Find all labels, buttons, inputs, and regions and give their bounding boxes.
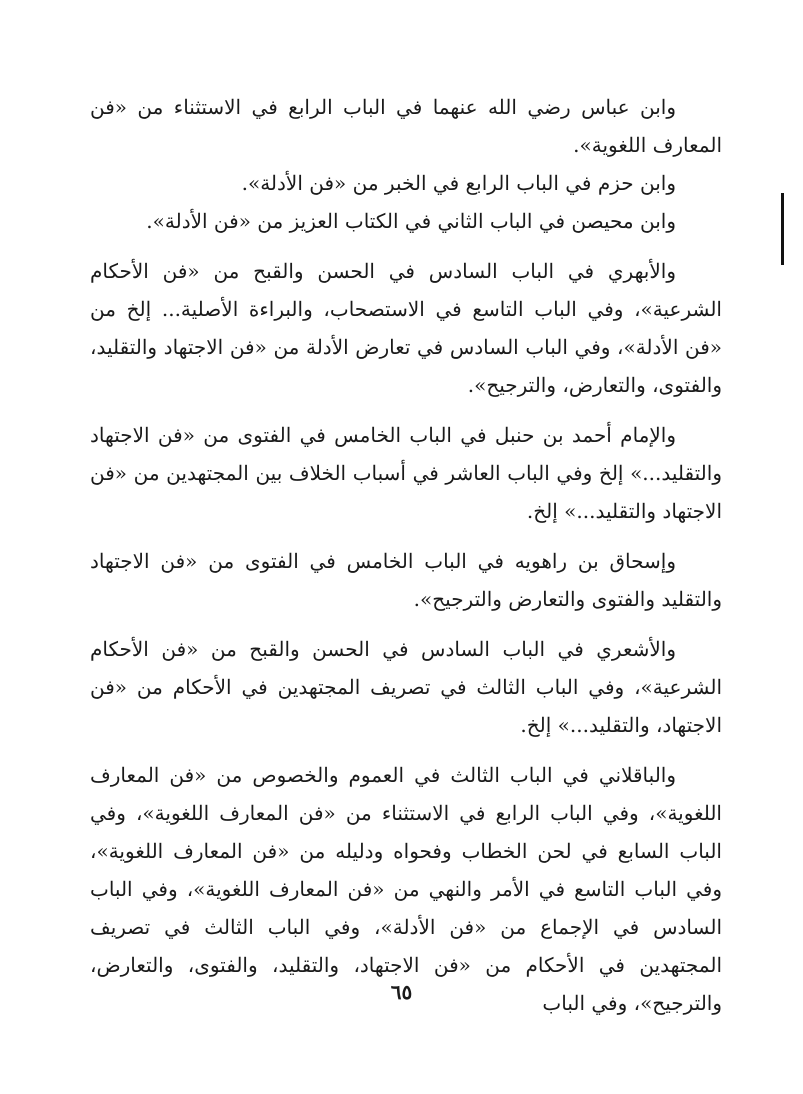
paragraph-ishaq-ibn-rahawayh: وإسحاق بن راهويه في الباب الخامس في الفتوى من «فن الاجتهاد والتقليد والفتوى والتعارض والترجيح».	[90, 549, 722, 611]
paragraph-ibn-abbas: وابن عباس رضي الله عنهما في الباب الرابع في الاستثناء من «فن المعارف اللغوية».	[90, 95, 722, 157]
page-text	[90, 88, 722, 1022]
margin-bar	[781, 193, 784, 265]
paragraph-ibn-hazm: وابن حزم في الباب الرابع في الخبر من «فن الأدلة».	[241, 171, 676, 195]
paragraph-abhari: والأبهري في الباب السادس في الحسن والقبح من «فن الأحكام الشرعية»، وفي الباب التاسع في الاستصحاب، والبراءة الأصلية... إلخ من «فن الأدلة»، وفي الباب السادس في تعارض الأدلة من «فن الاجتهاد والتقليد، والفتوى، والتعارض، والترجيح».	[90, 259, 722, 397]
paragraph-ashari: والأشعري في الباب السادس في الحسن والقبح من «فن الأحكام الشرعية»، وفي الباب الثالث في تصريف المجتهدين في الأحكام من «فن الاجتهاد، والتقليد...» إلخ.	[90, 637, 723, 737]
paragraph-baqillani: والباقلاني في الباب الثالث في العموم والخصوص من «فن المعارف اللغوية»، وفي الباب الرابع في الاستثناء من «فن المعارف اللغوية»، وفي الباب السابع في لحن الخطاب وفحواه ودليله من «فن المعارف اللغوية»، وفي الباب التاسع في الأمر والنهي من «فن المعارف اللغوية»، وفي الباب السادس في الإجماع من «فن الأدلة»، وفي الباب الثالث في تصريف المجتهدين في الأحكام من «فن الاجتهاد، والتقليد، والفتوى، والتعارض، والترجيح»، وفي الباب	[90, 763, 722, 1015]
page-number: ٦٥	[390, 980, 413, 1004]
paragraph-ahmad-ibn-hanbal: والإمام أحمد بن حنبل في الباب الخامس في الفتوى من «فن الاجتهاد والتقليد...» إلخ وفي الباب العاشر في أسباب الخلاف بين المجتهدين من «فن الاجتهاد والتقليد...» إلخ.	[90, 423, 722, 523]
paragraph-ibn-muhaysin: وابن محيصن في الباب الثاني في الكتاب العزيز من «فن الأدلة».	[146, 209, 676, 233]
